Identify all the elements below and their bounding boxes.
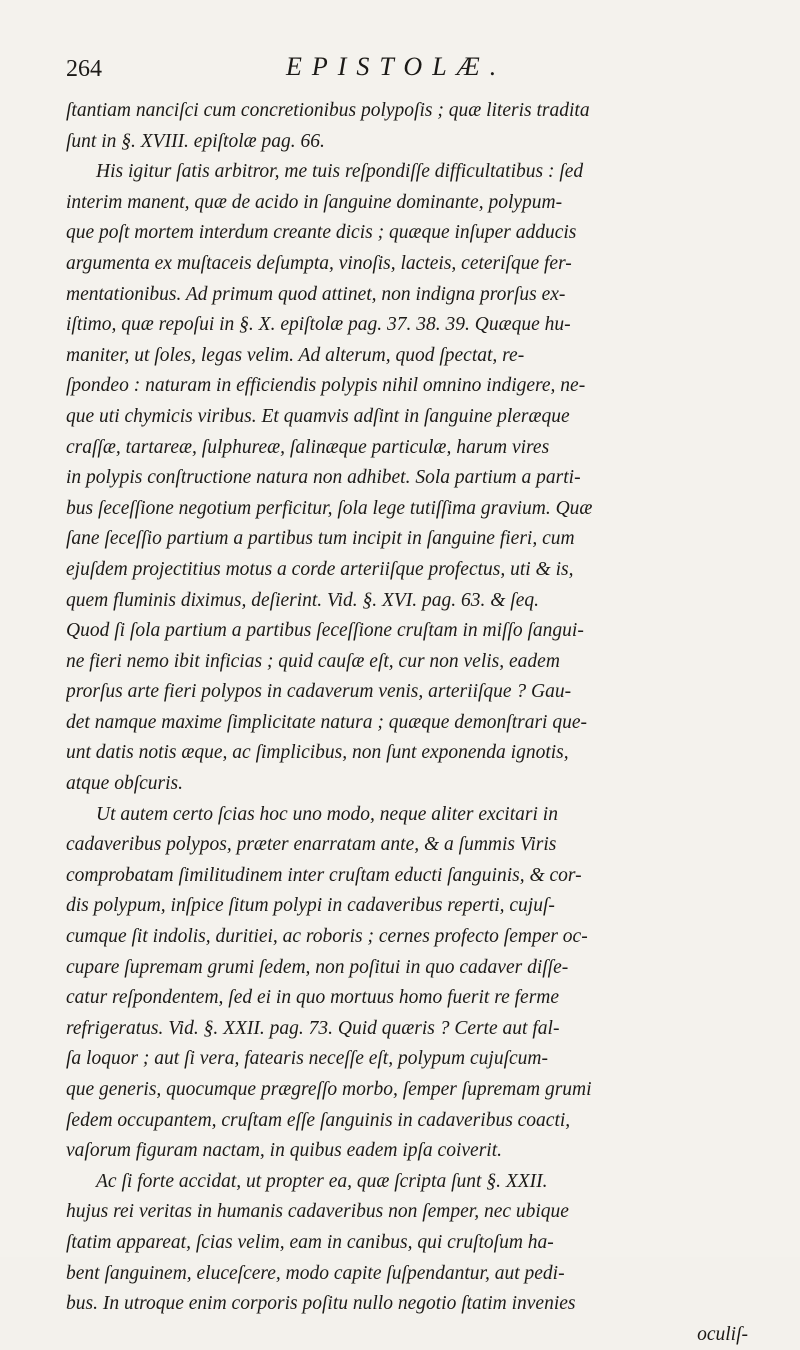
text-line: cupare ſupremam grumi ſedem, non poſitui in quo cadaver diſſe- [66,956,569,978]
text-line: bent ſanguinem, eluceſcere, modo capite ſuſpendantur, aut pedi- [66,1262,565,1284]
page-header [66,52,766,92]
text-line: bus. In utroque enim corporis poſitu nullo negotio ſtatim invenies [66,1293,576,1315]
text-line: hujus rei veritas in humanis cadaveribus non ſemper, nec ubique [66,1201,569,1223]
text-line: ſunt in §. XVIII. epiſtolæ pag. 66. [66,130,325,152]
text-line: ſpondeo : naturam in efficiendis polypis nihil omnino indigere, ne- [66,375,586,397]
page-number: 264 [66,56,102,82]
text-line: refrigeratus. Vid. §. XXII. pag. 73. Quid quæris ? Certe aut fal- [66,1017,560,1039]
running-head: EPISTOLÆ. [286,52,507,81]
text-line: que generis, quocumque prægreſſo morbo, ſemper ſupremam grumi [66,1079,592,1100]
text-line: Ac ſi forte accidat, ut propter ea, quæ ſcripta ſunt §. XXII. [96,1170,548,1192]
text-line: unt datis notis æque, ac ſimplicibus, non ſunt exponenda ignotis, [66,742,569,764]
text-line: comprobatam ſimilitudinem inter cruſtam educti ſanguinis, & cor- [66,864,582,886]
text-line: ſa loquor ; aut ſi vera, fatearis neceſſe eſt, polypum cujuſcum- [66,1048,548,1070]
text-line: iſtimo, quæ repoſui in §. X. epiſtolæ pag. 37. 38. 39. Quæque hu- [66,314,571,336]
text-line: atque obſcuris. [66,773,183,795]
text-line: Quod ſi ſola partium a partibus ſeceſſione cruſtam in miſſo ſangui- [66,620,584,642]
text-line: det namque maxime ſimplicitate natura ; quæque demonſtrari que- [66,711,587,733]
text-line: prorſus arte fieri polypos in cadaverum venis, arteriiſque ? Gau- [66,681,572,703]
text-line: cumque ſit indolis, duritiei, ac roboris ; cernes profecto ſemper oc- [66,926,588,948]
text-line: que uti chymicis viribus. Et quamvis adſint in ſanguine pleræque [66,405,570,427]
text-line: ſedem occupantem, cruſtam eſſe ſanguinis in cadaveribus coacti, [66,1109,571,1131]
text-line: dis polypum, inſpice ſitum polypi in cadaveribus reperti, cujuſ- [66,895,555,917]
text-line: ſtatim appareat, ſcias velim, eam in canibus, qui cruſtoſum ha- [66,1231,554,1253]
text-line: ſtantiam nanciſci cum concretionibus polypoſis ; quæ literis tradita [66,100,590,121]
text-line: His igitur ſatis arbitror, me tuis reſpondiſſe difficultatibus : ſed [96,161,584,183]
text-line: quem fluminis diximus, deſierint. Vid. §. XVI. pag. 63. & ſeq. [66,589,539,611]
text-line: maniter, ut ſoles, legas velim. Ad alterum, quod ſpectat, re- [66,344,525,366]
body-text [66,96,766,1350]
text-line: ne fieri nemo ibit inficias ; quid cauſæ eſt, cur non velis, eadem [66,650,560,672]
text-line: cadaveribus polypos, præter enarratam ante, & a ſummis Viris [66,834,557,856]
text-line: Ut autem certo ſcias hoc uno modo, neque aliter excitari in [96,803,558,825]
text-line: interim manent, quæ de acido in ſanguine dominante, polypum- [66,191,563,213]
text-line: ſane ſeceſſio partium a partibus tum incipit in ſanguine fieri, cum [66,528,575,550]
text-line: craſſæ, tartareæ, ſulphureæ, ſalinæque particulæ, harum vires [66,436,550,458]
text-line: in polypis conſtructione natura non adhibet. Sola partium a parti- [66,467,581,489]
text-line: mentationibus. Ad primum quod attinet, non indigna prorſus ex- [66,283,566,305]
catchword: oculiſ- [697,1323,748,1345]
text-line: catur reſpondentem, ſed ei in quo mortuus homo fuerit re ferme [66,987,560,1009]
text-line: vaſorum figuram nactam, in quibus eadem ipſa coiverit. [66,1140,502,1162]
text-line: que poſt mortem interdum creante dicis ; quæque inſuper adducis [66,222,577,244]
text-line: bus ſeceſſione negotium perficitur, ſola lege tutiſſima gravium. Quæ [66,497,593,519]
text-line: argumenta ex muſtaceis deſumpta, vinoſis, lacteis, ceteriſque fer- [66,252,572,274]
text-line: ejuſdem projectitius motus a corde arteriiſque profectus, uti & is, [66,558,574,580]
